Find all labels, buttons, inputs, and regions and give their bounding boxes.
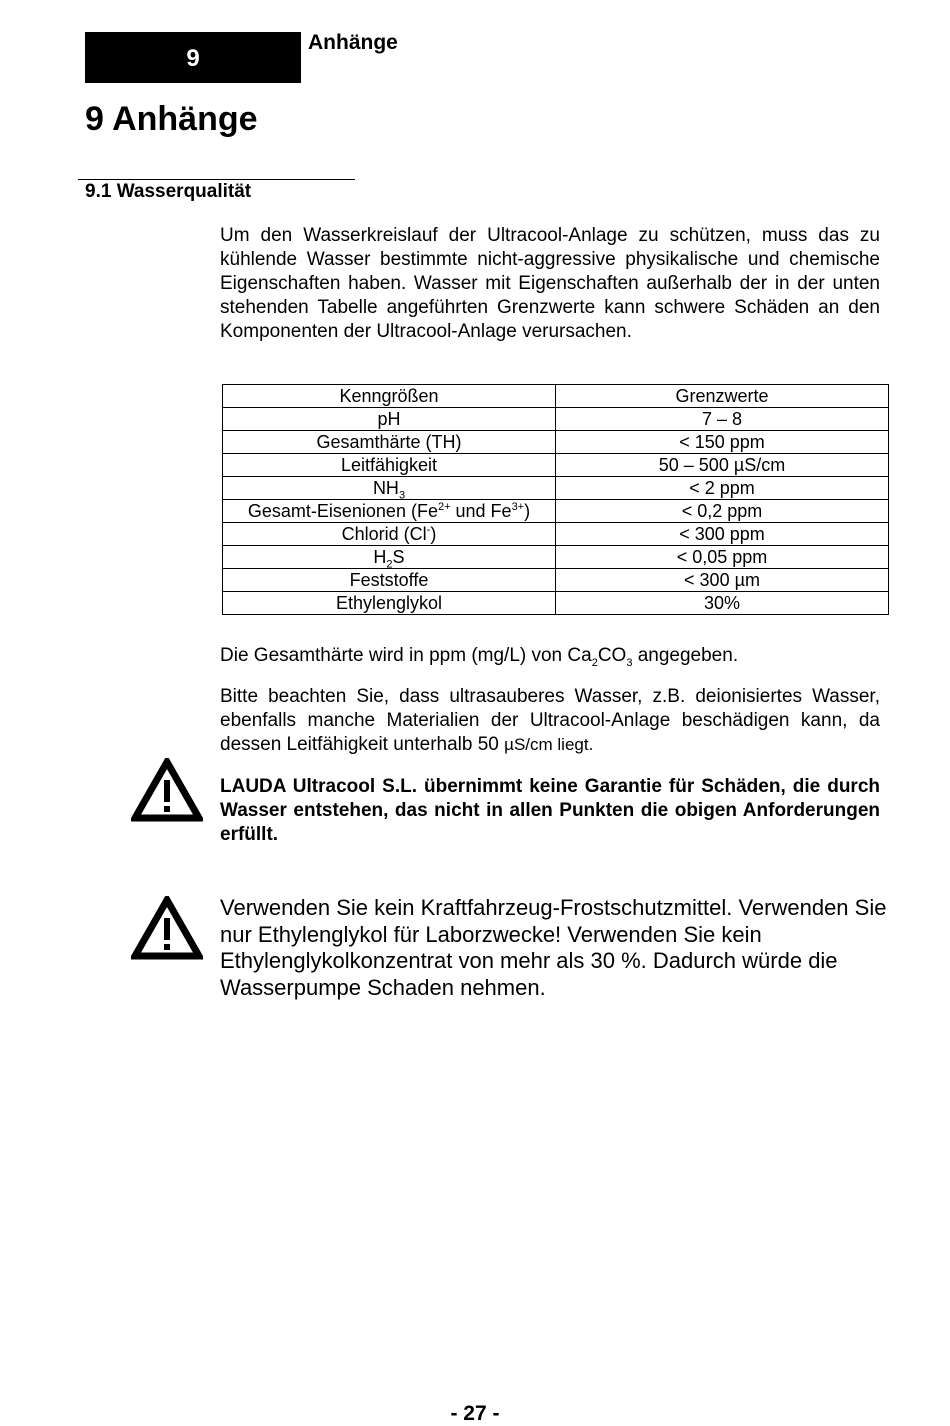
water-quality-table [222, 384, 889, 615]
parameter-cell [223, 477, 556, 500]
page-number: - 27 - [450, 1402, 500, 1425]
ultrapure-water-note-text: Bitte beachten Sie, dass ultrasauberes Wasser, z.B. deionisiertes Wasser, ebenfalls manche Materialien der Ultracool-Anlage beschädigen kann, da dessen Leitfähigkeit unterhalb 50 [220, 686, 880, 755]
limit-cell [556, 431, 889, 454]
chapter-number: 9 [186, 44, 200, 72]
table-row [223, 454, 889, 477]
page-title: 9 Anhänge [85, 100, 258, 138]
limit-cell [556, 569, 889, 592]
parameter-cell [223, 546, 556, 569]
limit-cell [556, 592, 889, 615]
parameter-text: - [426, 524, 431, 536]
parameter-text: pH [377, 409, 401, 429]
limit-text: 30% [703, 593, 741, 613]
parameter-text: Feststoffe [349, 570, 429, 590]
guarantee-warning: LAUDA Ultracool S.L. übernimmt keine Garantie für Schäden, die durch Wasser entstehen, das nicht in allen Punkten die obigen Anforderungen erfüllt. [220, 776, 880, 845]
parameter-cell [223, 569, 556, 592]
parameter-text: 3 [398, 489, 406, 502]
hardness-note-text: Die Gesamthärte wird in ppm (mg/L) von Ca [220, 645, 592, 666]
hardness-note-text: angegeben. [632, 645, 739, 666]
limit-cell [556, 408, 889, 431]
parameter-cell [223, 454, 556, 477]
warning-triangle-icon [131, 896, 203, 960]
intro-paragraph: Um den Wasserkreislauf der Ultracool-Anlage zu schützen, muss das zu kühlende Wasser bestimmte nicht-aggressive physikalische und chemische Eigenschaften haben. Wasser mit Eigenschaften außerhalb der in der unten stehenden Tabelle angeführten Grenzwerte kann schwere Schäden an den Komponenten der Ultracool-Anlage verursachen. [220, 225, 880, 342]
limit-text: 7 – 8 [701, 409, 743, 429]
table-row [223, 569, 889, 592]
limit-cell [556, 546, 889, 569]
table-row [223, 523, 889, 546]
parameter-text: 3+ [511, 501, 525, 513]
parameter-text: Gesamt-Eisenionen (Fe [247, 501, 438, 521]
parameter-text: S [392, 547, 405, 567]
limit-text: < 300 µm [684, 570, 760, 590]
hardness-note [220, 644, 880, 668]
column-header-limit: Grenzwerte [556, 385, 889, 408]
parameter-text: ) [524, 501, 531, 521]
table-row [223, 546, 889, 569]
chapter-number-box [85, 32, 301, 83]
section-title: 9.1 Wasserqualität [85, 181, 252, 202]
table-row [223, 500, 889, 523]
limit-text: < 0,05 ppm [676, 547, 768, 567]
column-header-parameter: Kenngrößen [223, 385, 556, 408]
parameter-cell [223, 592, 556, 615]
ultrapure-water-note-unit: µS/cm liegt. [504, 735, 594, 754]
parameter-cell [223, 431, 556, 454]
table-row [223, 477, 889, 500]
limit-text: < 0,2 ppm [681, 501, 763, 521]
limit-cell [556, 500, 889, 523]
parameter-cell [223, 523, 556, 546]
limit-text: < 300 ppm [679, 524, 765, 544]
running-header-title: Anhänge [308, 31, 398, 54]
parameter-text: und Fe [450, 501, 512, 521]
limit-text: < 150 ppm [679, 432, 765, 452]
parameter-text: ) [430, 524, 437, 544]
hardness-note-sub: 2 [591, 656, 598, 669]
ultrapure-water-note [220, 685, 880, 757]
parameter-text: Chlorid (Cl [341, 524, 427, 544]
limit-cell [556, 523, 889, 546]
hardness-note-text: CO [597, 645, 627, 666]
table-row [223, 592, 889, 615]
section-divider [78, 179, 355, 180]
limit-text: 50 – 500 µS/cm [658, 455, 786, 475]
parameter-cell [223, 408, 556, 431]
table-row [223, 408, 889, 431]
parameter-text: 2 [386, 558, 393, 571]
warning-triangle-icon [131, 758, 203, 822]
table-header-row [223, 385, 889, 408]
parameter-text: Gesamthärte (TH) [316, 432, 462, 452]
parameter-text: H [373, 547, 387, 567]
parameter-text: 2+ [437, 501, 451, 513]
antifreeze-warning: Verwenden Sie kein Kraftfahrzeug-Frostschutzmittel. Verwenden Sie nur Ethylenglykol für Laborzwecke! Verwenden Sie kein Ethylenglykolkonzentrat von mehr als 30 %. Dadurch würde die Wasserpumpe Schaden nehmen. [220, 895, 887, 1000]
limit-text: < 2 ppm [689, 478, 755, 498]
parameter-text: Ethylenglykol [335, 593, 443, 613]
table-row [223, 431, 889, 454]
hardness-note-sub: 3 [626, 656, 633, 669]
limit-cell [556, 454, 889, 477]
parameter-cell [223, 500, 556, 523]
parameter-text: NH [372, 478, 399, 498]
limit-cell [556, 477, 889, 500]
parameter-text: Leitfähigkeit [340, 455, 438, 475]
